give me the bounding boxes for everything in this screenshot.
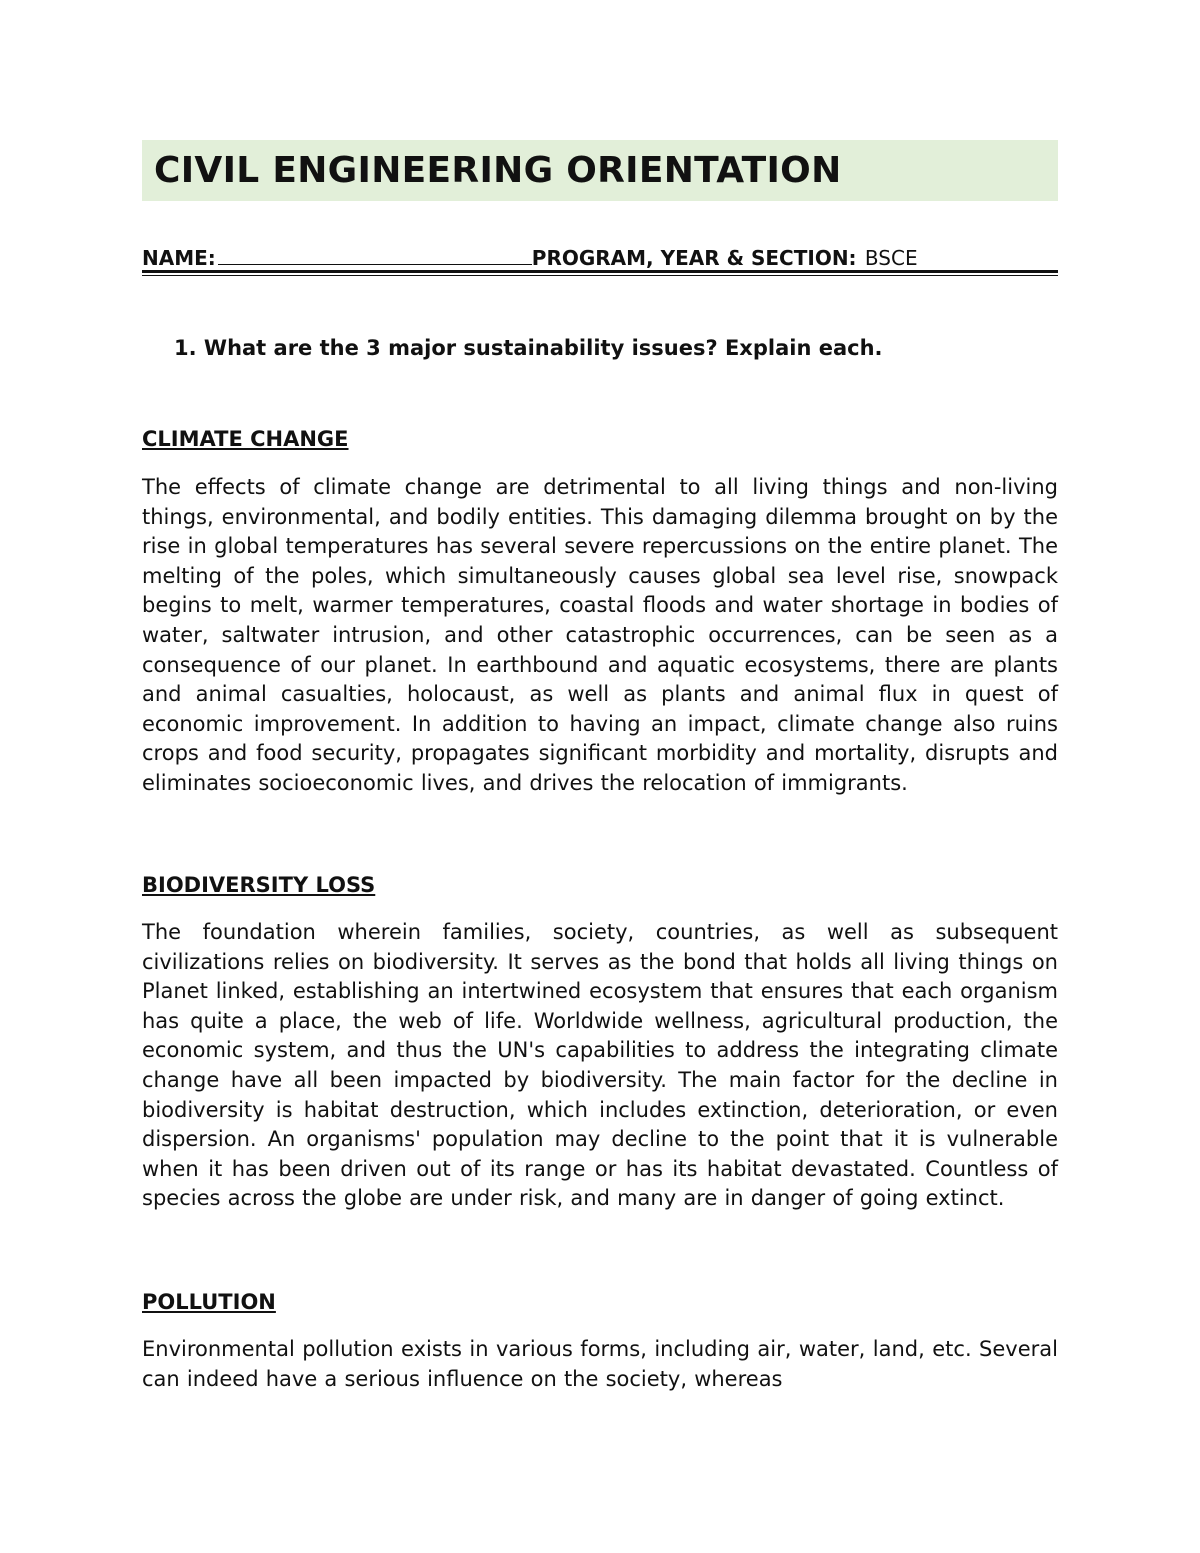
section-body-climate-change: The effects of climate change are detrimental to all living things and non-living things, environmental, and bodily entities. This damaging dilemma brought on by the rise in global temperatures has several severe repercussions on the entire planet. The melting of the poles, which simultaneously causes global sea level rise, snowpack begins to melt, warmer temperatures, coastal floods and water shortage in bodies of water, saltwater intrusion, and other catastrophic occurrences, can be seen as a consequence of our planet. In earthbound and aquatic ecosystems, there are plants and animal casualties, holocaust, as well as plants and animal flux in quest of economic improvement. In addition to having an impact, climate change also ruins crops and food security, propagates significant morbidity and mortality, disrupts and eliminates socioeconomic lives, and drives the relocation of immigrants.: [142, 475, 1058, 795]
title-banner: [142, 140, 1058, 201]
section-body-pollution: Environmental pollution exists in various forms, including air, water, land, etc. Several can indeed have a serious influence on the society, whereas: [142, 1337, 1058, 1391]
section-heading-pollution: POLLUTION: [142, 1290, 276, 1314]
page-title: CIVIL ENGINEERING ORIENTATION: [154, 150, 842, 191]
section-heading-climate-change: CLIMATE CHANGE: [142, 427, 349, 451]
header-rule-thin: [142, 275, 1058, 276]
name-blank: [218, 242, 532, 265]
program-label: PROGRAM, YEAR & SECTION:: [531, 246, 857, 270]
header-rule-thick: [142, 270, 1058, 273]
section-body-biodiversity-loss: The foundation wherein families, society, countries, as well as subsequent civilizations relies on biodiversity. It serves as the bond that holds all living things on Planet linked, establishing an intertwined ecosystem that ensures that each organism has quite a place, the web of life. Worldwide wellness, agricultural production, the economic system, and thus the UN's capabilities to address the integrating climate change have all been impacted by biodiversity. The main factor for the decline in biodiversity is habitat destruction, which includes extinction, deterioration, or even dispersion. An organisms' population may decline to the point that it is vulnerable when it has been driven out of its range or has its habitat devastated. Countless of species across the globe are under risk, and many are in danger of going extinct.: [142, 920, 1058, 1211]
program-value: BSCE: [863, 246, 986, 271]
name-label: NAME:: [142, 246, 216, 270]
question-text: 1. What are the 3 major sustainability issues? Explain each.: [174, 336, 883, 360]
section-heading-biodiversity-loss: BIODIVERSITY LOSS: [142, 873, 376, 897]
